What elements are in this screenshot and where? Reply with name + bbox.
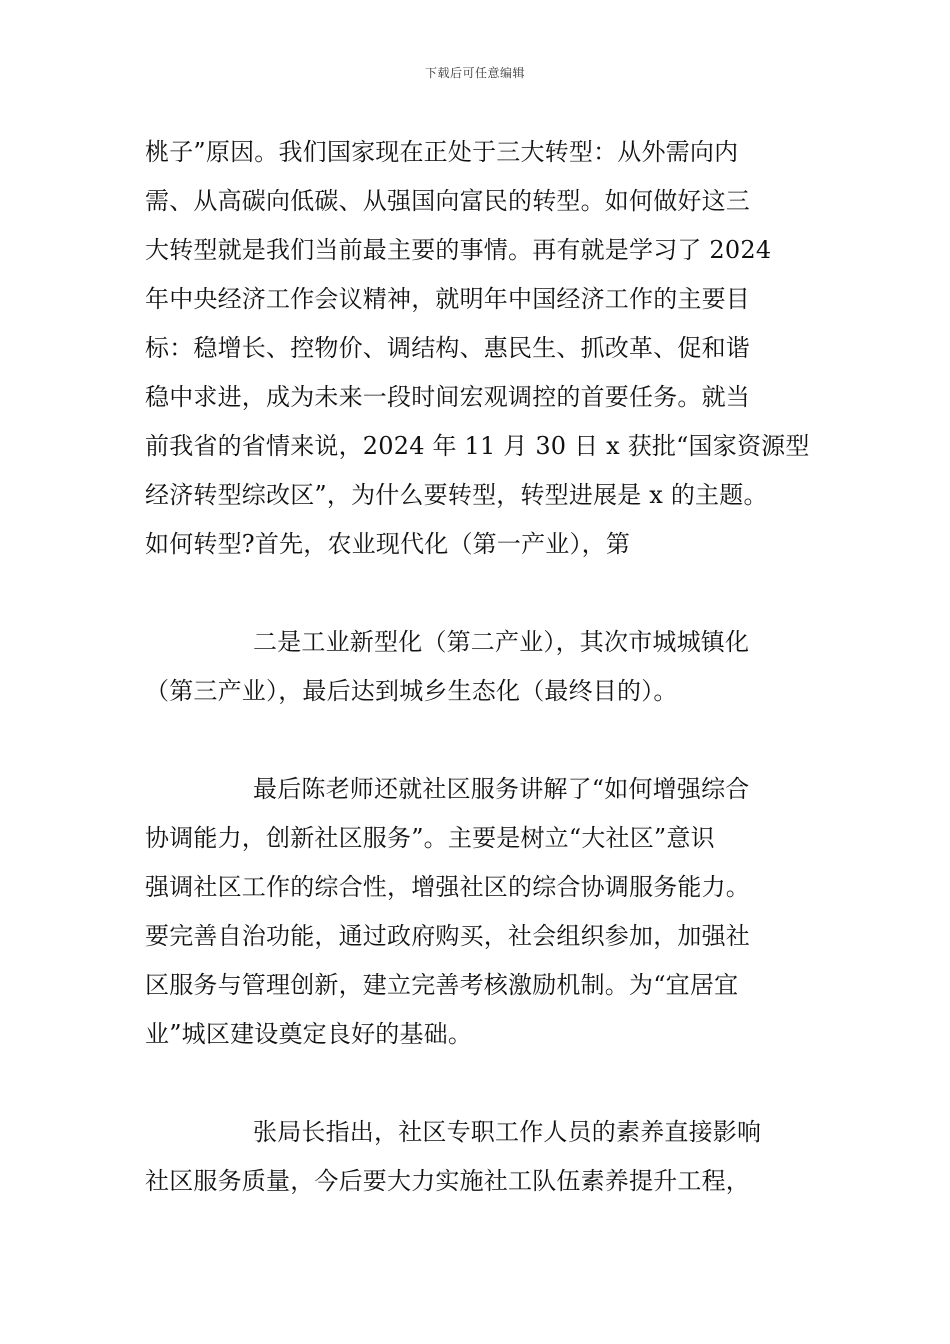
text-line: 标：稳增长、控物价、调结构、惠民生、抓改革、促和谐 xyxy=(145,334,750,362)
text-line: 最后陈老师还就社区服务讲解了“如何增强综合 xyxy=(253,775,750,803)
text-line: 要完善自治功能，通过政府购买，社会组织参加，加强社 xyxy=(145,922,750,950)
text-line: 桃子”原因。我们国家现在正处于三大转型：从外需向内 xyxy=(145,138,739,166)
document-body xyxy=(145,128,810,1206)
paragraph-gap xyxy=(145,716,810,765)
text-line: 协调能力，创新社区服务”。主要是树立“大社区”意识 xyxy=(145,824,715,852)
text-line: 稳中求进，成为未来一段时间宏观调控的首要任务。就当 xyxy=(145,383,750,411)
text-line: 需、从高碳向低碳、从强国向富民的转型。如何做好这三 xyxy=(145,187,750,215)
text-line: 强调社区工作的综合性，增强社区的综合协调服务能力。 xyxy=(145,873,750,901)
text-line: （第三产业），最后达到城乡生态化（最终目的）。 xyxy=(145,677,678,705)
paragraph-transformation xyxy=(145,128,810,569)
paragraph-community-service xyxy=(145,765,810,1059)
text-line: 大转型就是我们当前最主要的事情。再有就是学习了 2024 xyxy=(145,236,772,264)
paragraph-gap xyxy=(145,1059,810,1108)
text-line: 张局长指出，社区专职工作人员的素养直接影响 xyxy=(253,1118,762,1146)
paragraph-gap xyxy=(145,569,810,618)
page-header: 下载后可任意编辑 xyxy=(424,66,525,80)
text-line: 前我省的省情来说，2024 年 11 月 30 日 x 获批“国家资源型 xyxy=(145,432,810,460)
text-line: 经济转型综改区”，为什么要转型，转型进展是 x 的主题。 xyxy=(145,481,768,509)
text-line: 社区服务质量，今后要大力实施社工队伍素养提升工程， xyxy=(145,1167,750,1195)
text-line: 区服务与管理创新，建立完善考核激励机制。为“宜居宜 xyxy=(145,971,739,999)
text-line: 二是工业新型化（第二产业），其次市城城镇化 xyxy=(253,628,750,656)
text-line: 年中央经济工作会议精神，就明年中国经济工作的主要目 xyxy=(145,285,750,313)
text-line: 如何转型?首先，农业现代化（第一产业），第 xyxy=(145,530,631,558)
paragraph-industry xyxy=(145,618,810,716)
text-line: 业”城区建设奠定良好的基础。 xyxy=(145,1020,473,1048)
paragraph-director-zhang xyxy=(145,1108,810,1206)
